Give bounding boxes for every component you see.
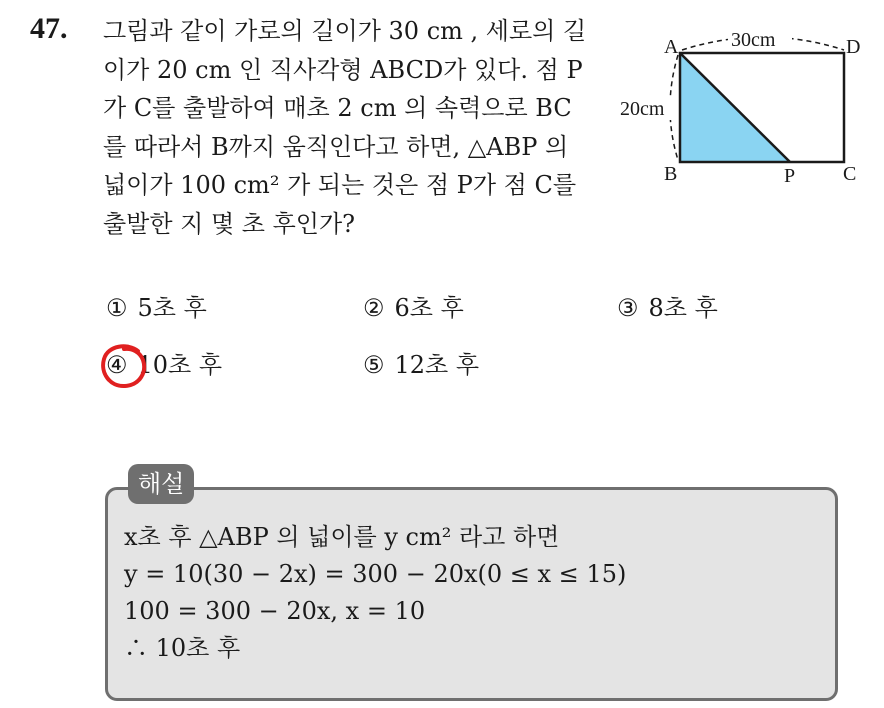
choice-text: 10초 후 [137, 351, 223, 379]
choice-mark: ⑤ [363, 351, 385, 379]
top-length-label: 30cm [731, 29, 776, 51]
selected-answer-circle-icon [98, 342, 150, 392]
solution-line: 100 = 300 − 20x, x = 10 [124, 597, 426, 625]
rectangle-figure [618, 22, 868, 187]
question-line: 이가 20 cm 인 직사각형 ABCD가 있다. 점 P [103, 55, 583, 84]
question-line: 출발한 지 몇 초 후인가? [103, 209, 356, 238]
choice-mark: ④ [106, 351, 128, 379]
label-c: C [843, 163, 857, 185]
solution-line: y = 10(30 − 2x) = 300 − 20x(0 ≤ x ≤ 15) [124, 560, 627, 588]
choice-text: 6초 후 [394, 294, 464, 322]
label-b: B [664, 163, 678, 185]
choice-text: 12초 후 [394, 351, 480, 379]
left-length-label: 20cm [620, 98, 665, 120]
choice-mark: ② [363, 294, 385, 322]
question-text [103, 12, 608, 243]
label-a: A [664, 36, 679, 58]
solution-tag: 해설 [128, 464, 194, 504]
solution-line: ∴ 10초 후 [124, 634, 241, 662]
solution-line: x초 후 △ABP 의 넓이를 y cm² 라고 하면 [124, 523, 560, 551]
solution-text [124, 519, 824, 667]
question-line: 그림과 같이 가로의 길이가 30 cm , 세로의 길 [103, 17, 587, 45]
choice-mark: ③ [617, 294, 639, 322]
label-p: P [784, 165, 796, 187]
choice-1[interactable] [106, 293, 207, 323]
choice-3[interactable] [617, 293, 718, 323]
label-d: D [846, 36, 861, 58]
question-line: 넓이가 100 cm² 가 되는 것은 점 P가 점 C를 [103, 171, 577, 199]
choice-text: 5초 후 [137, 294, 207, 322]
choice-text: 8초 후 [648, 294, 718, 322]
choice-5[interactable] [363, 350, 479, 380]
question-number: 47. [30, 12, 68, 45]
question-line: 가 C를 출발하여 매초 2 cm 의 속력으로 BC [103, 94, 572, 122]
choice-mark: ① [106, 294, 128, 322]
question-line: 를 따라서 B까지 움직인다고 하면, △ABP 의 [103, 132, 569, 161]
choice-2[interactable] [363, 293, 464, 323]
